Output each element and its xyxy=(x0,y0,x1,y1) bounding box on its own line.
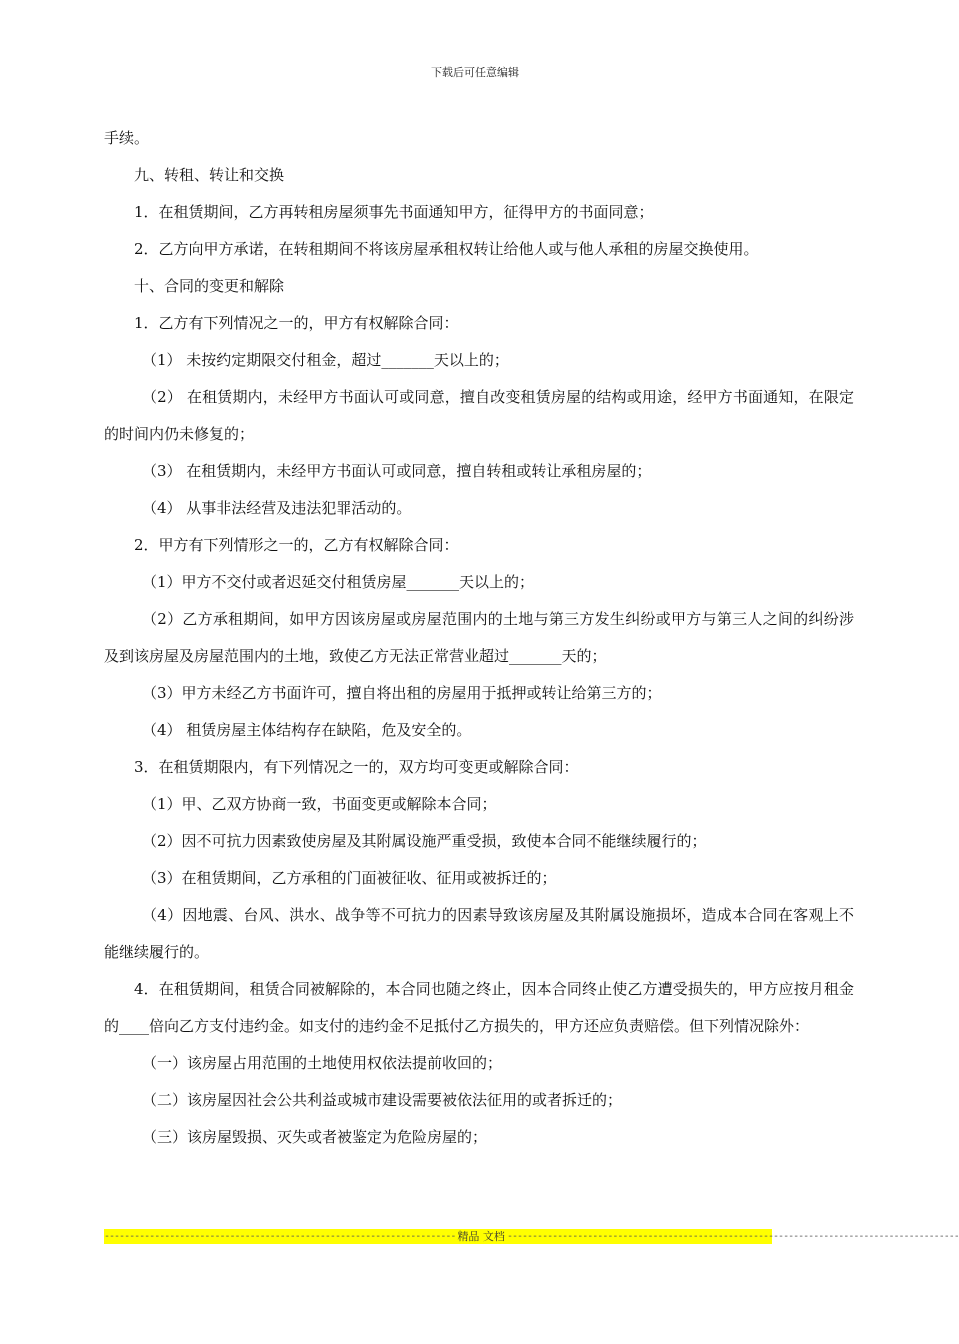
clause-10-1-item-2: （2） 在租赁期内，未经甲方书面认可或同意，擅自改变租赁房屋的结构或用途，经甲方书面通知，在限定的时间内仍未修复的； xyxy=(104,388,854,443)
clause-10-2-item-4: （4） 租赁房屋主体结构存在缺陷，危及安全的。 xyxy=(142,721,472,739)
page-footer-highlight xyxy=(104,1229,959,1244)
footer-left-dashes: ---------------------------------------------------------------------- xyxy=(104,1231,456,1242)
exception-item-2: （二）该房屋因社会公共利益或城市建设需要被依法征用的或者拆迁的； xyxy=(142,1091,623,1109)
paragraph-continuation: 手续。 xyxy=(104,129,150,147)
clause-10-3-item-2: （2）因不可抗力因素致使房屋及其附属设施严重受损，致使本合同不能继续履行的； xyxy=(142,832,707,850)
clause-10-1-item-3: （3） 在租赁期内，未经甲方书面认可或同意，擅自转租或转让承租房屋的； xyxy=(142,462,652,480)
clause-10-2-item-2: （2）乙方承租期间，如甲方因该房屋或房屋范围内的土地与第三方发生纠纷或甲方与第三人之间的纠纷涉及到该房屋及房屋范围内的土地，致使乙方无法正常营业超过_______天的； xyxy=(104,610,854,665)
section-heading-ten: 十、合同的变更和解除 xyxy=(134,277,285,295)
clause-10-2: 2．甲方有下列情形之一的，乙方有权解除合同： xyxy=(134,536,459,554)
exception-item-1: （一）该房屋占用范围的土地使用权依法提前收回的； xyxy=(142,1054,503,1072)
clause-10-3: 3．在租赁期限内，有下列情况之一的，双方均可变更或解除合同： xyxy=(134,758,579,776)
clause-10-2-item-3: （3）甲方未经乙方书面许可，擅自将出租的房屋用于抵押或转让给第三方的； xyxy=(142,684,662,702)
exception-item-3: （三）该房屋毁损、灭失或者被鉴定为危险房屋的； xyxy=(142,1128,488,1146)
clause-10-1-item-1: （1） 未按约定期限交付租金，超过_______天以上的； xyxy=(142,351,509,369)
clause-10-3-item-3: （3）在租赁期间，乙方承租的门面被征收、征用或被拆迁的； xyxy=(142,869,557,887)
page-header: 下载后可任意编辑 xyxy=(431,66,519,79)
clause-10-1-item-4: （4） 从事非法经营及违法犯罪活动的。 xyxy=(142,499,412,517)
clause-10-3-item-4: （4）因地震、台风、洪水、战争等不可抗力的因素导致该房屋及其附属设施损坏，造成本合同在客观上不能继续履行的。 xyxy=(104,906,854,961)
clause-10-2-item-1: （1）甲方不交付或者迟延交付租赁房屋_______天以上的； xyxy=(142,573,535,591)
clause-9-2: 2．乙方向甲方承诺，在转租期间不将该房屋承租权转让给他人或与他人承租的房屋交换使用。 xyxy=(134,240,759,258)
clause-10-3-item-1: （1）甲、乙双方协商一致，书面变更或解除本合同； xyxy=(142,795,497,813)
clause-9-1: 1．在租赁期间，乙方再转租房屋须事先书面通知甲方，征得甲方的书面同意； xyxy=(134,203,654,221)
footer-right-dashes: ------------------------------------------------------------------------------------------ xyxy=(506,1231,959,1242)
clause-10-1: 1．乙方有下列情况之一的，甲方有权解除合同： xyxy=(134,314,459,332)
clause-10-4: 4．在租赁期间，租赁合同被解除的，本合同也随之终止，因本合同终止使乙方遭受损失的，甲方应按月租金的____倍向乙方支付违约金。如支付的违约金不足抵付乙方损失的，甲方还应负责赔偿。但下列情况除外： xyxy=(104,980,854,1035)
document-body xyxy=(104,120,854,1156)
section-heading-nine: 九、转租、转让和交换 xyxy=(134,166,285,184)
footer-label: 精品 文档 xyxy=(457,1230,505,1243)
